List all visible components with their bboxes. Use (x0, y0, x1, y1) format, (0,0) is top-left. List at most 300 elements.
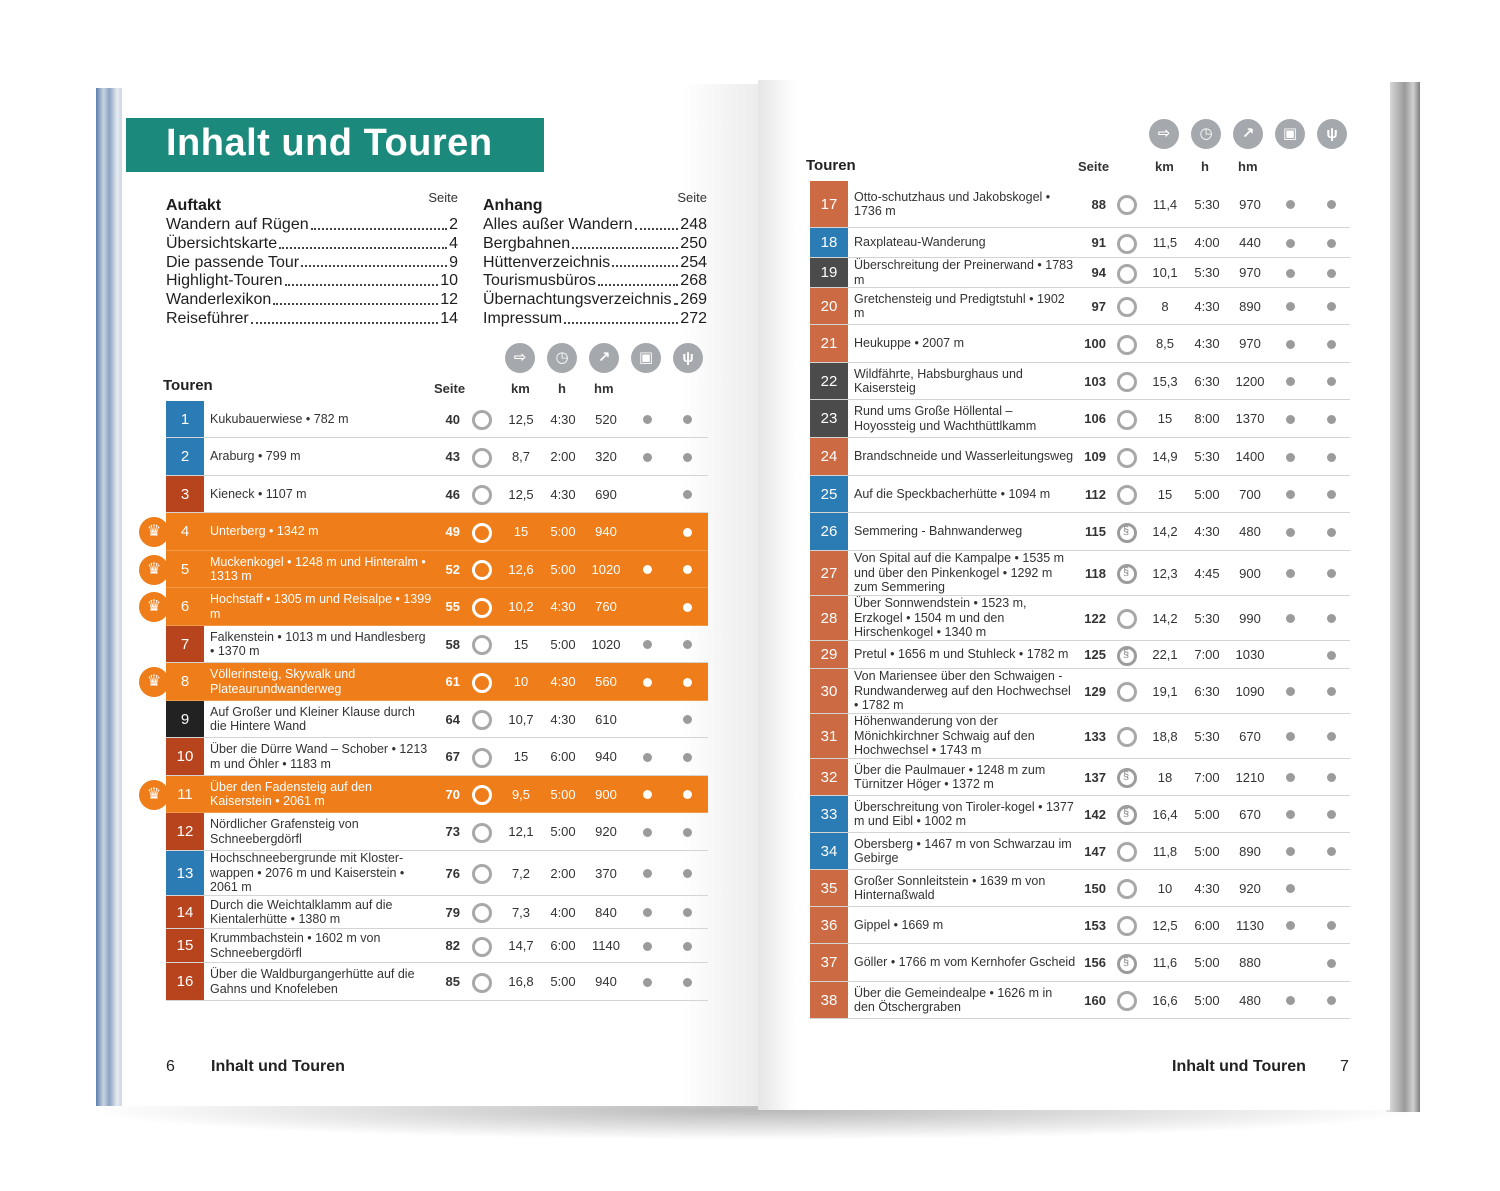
tour-distance: 12,5 (1152, 917, 1178, 933)
bus-dot-icon (643, 640, 652, 649)
auftakt-item[interactable] (166, 235, 458, 254)
anhang-item[interactable] (483, 216, 707, 235)
tour-number: 30 (810, 669, 848, 713)
tour-name: Unterberg • 1342 m (210, 524, 319, 539)
tour-page: 58 (445, 636, 460, 652)
tour-number: 3 (166, 476, 204, 512)
auftakt-item-label: Übersichtskarte (166, 234, 278, 252)
tour-duration: 4:30 (550, 411, 576, 427)
tour-name: Falkenstein • 1013 m und Handlesberg • 1370 m (210, 629, 426, 658)
tour-duration: 4:30 (550, 486, 576, 502)
tour-row[interactable] (166, 813, 708, 851)
regional-icon (1117, 523, 1137, 543)
auftakt-item-page: 9 (449, 253, 458, 271)
bus-dot-icon (1286, 269, 1295, 278)
tour-row[interactable] (810, 833, 1350, 870)
tour-ascent: 940 (595, 524, 617, 539)
anhang-item-page: 248 (680, 216, 707, 233)
anhang-item-page: 269 (680, 291, 707, 309)
circuit-icon (472, 710, 492, 730)
circuit-icon (472, 448, 492, 468)
food-dot-icon (1327, 239, 1336, 248)
anhang-item-label: Alles außer Wandern (483, 216, 633, 233)
bus-dot-icon (1286, 996, 1295, 1005)
regional-icon (1117, 954, 1137, 974)
food-dot-icon (1327, 959, 1336, 968)
tour-name: Über Sonnwendstein • 1523 m, Erzkogel • 1504 m und den Hirschenkogel • 1340 m (854, 596, 1027, 640)
tour-distance: 10 (1157, 880, 1173, 896)
food-dot-icon (683, 678, 692, 687)
bus-dot-icon (1286, 415, 1295, 424)
tour-distance: 7,2 (511, 865, 531, 881)
tour-name: Höhenwanderung von der Mönichkirchner Schwaig auf den Hochwechsel • 1743 m (854, 714, 1035, 758)
food-dot-icon (683, 528, 692, 537)
tour-duration: 6:30 (1194, 683, 1220, 699)
tour-distance: 15 (513, 636, 529, 652)
tour-duration: 5:00 (550, 974, 576, 989)
tour-row[interactable] (810, 288, 1350, 325)
bus-icon: ▣ (1275, 119, 1305, 149)
tour-row[interactable] (166, 701, 708, 738)
tour-name: Otto-schutzhaus und Jakobskogel • 1736 m (854, 189, 1051, 218)
tour-page: 43 (445, 449, 460, 464)
tour-row[interactable] (810, 669, 1350, 714)
bus-icon: ▣ (631, 343, 661, 373)
regional-icon (1117, 768, 1137, 788)
tour-distance: 14,2 (1152, 610, 1178, 626)
auftakt-item[interactable] (166, 310, 458, 329)
tour-row[interactable] (166, 851, 708, 896)
bus-dot-icon (1286, 569, 1295, 578)
tour-row[interactable] (166, 776, 708, 813)
tour-number: 15 (166, 929, 204, 962)
tour-number: 23 (810, 400, 848, 437)
auftakt-heading: Auftakt (166, 197, 222, 214)
tour-number: 11 (166, 776, 204, 812)
tour-ascent: 480 (1239, 992, 1261, 1008)
tour-distance: 10,7 (508, 711, 534, 727)
left-km-label: km (511, 381, 530, 396)
tour-row[interactable] (166, 896, 708, 929)
food-dot-icon (1327, 810, 1336, 819)
tour-distance: 12,1 (508, 824, 534, 839)
footer-left-page-number: 6 (166, 1058, 175, 1075)
anhang-item[interactable] (483, 235, 707, 254)
tour-distance: 16,4 (1152, 806, 1178, 822)
food-dot-icon (683, 908, 692, 917)
tour-distance: 12,5 (508, 486, 534, 502)
tour-ascent: 1130 (1236, 917, 1264, 933)
tour-duration: 6:00 (550, 938, 576, 953)
tour-distance: 19,1 (1152, 683, 1178, 699)
tour-name: Über die Paulmauer • 1248 m zum Türnitzer Höger • 1372 m (854, 762, 1046, 791)
tour-distance: 9,5 (511, 786, 531, 802)
tour-number: 25 (810, 476, 848, 512)
tour-name: Von Spital auf die Kampalpe • 1535 m und über den Pinkenkogel • 1292 m zum Semmering (854, 551, 1065, 595)
tour-row[interactable] (810, 325, 1350, 363)
tour-ascent: 320 (595, 449, 617, 464)
auftakt-section (166, 190, 458, 329)
tour-duration: 7:00 (1194, 647, 1220, 662)
anhang-seite-label: Seite (677, 190, 707, 205)
tour-name: Völlerinsteig, Skywalk und Plateaurundwanderweg (210, 667, 356, 696)
auftakt-item-label: Highlight-Touren (166, 272, 283, 290)
tour-ascent: 990 (1239, 610, 1261, 626)
tour-ascent: 1020 (591, 636, 621, 652)
tour-distance: 11,4 (1152, 196, 1178, 212)
tour-ascent: 670 (1239, 806, 1261, 822)
tour-page: 147 (1084, 843, 1106, 859)
tour-duration: 5:00 (1194, 992, 1220, 1008)
tour-distance: 18 (1157, 769, 1173, 785)
tour-page: 79 (445, 904, 460, 920)
anhang-item-page: 254 (680, 253, 707, 271)
tour-row[interactable] (166, 963, 708, 1001)
bus-dot-icon (643, 678, 652, 687)
food-dot-icon (1327, 569, 1336, 578)
tour-number: 36 (810, 907, 848, 943)
tour-number: 6 (166, 588, 204, 625)
tour-number: 4 (166, 513, 204, 550)
circuit-icon (1117, 682, 1137, 702)
tour-row[interactable] (166, 929, 708, 963)
tour-ascent: 520 (595, 411, 617, 427)
tour-name: Großer Sonnleitstein • 1639 m von Hinternaßwald (854, 873, 1046, 902)
bus-dot-icon (1286, 810, 1295, 819)
tour-page: 118 (1085, 565, 1106, 581)
tour-distance: 15 (1157, 486, 1173, 502)
tour-row[interactable] (810, 641, 1350, 669)
bus-dot-icon (1286, 377, 1295, 386)
highlight-crown-icon: ♛ (139, 517, 169, 547)
tour-ascent: 940 (595, 749, 617, 764)
tour-row[interactable] (166, 588, 708, 626)
tour-distance: 14,7 (508, 938, 534, 953)
tour-duration: 5:00 (1194, 806, 1220, 822)
tour-number: 5 (166, 551, 204, 587)
circuit-icon (472, 560, 492, 580)
tour-duration: 5:00 (550, 524, 576, 539)
left-h-label: h (558, 381, 566, 396)
tour-duration: 5:00 (1194, 955, 1220, 970)
auftakt-item-page: 14 (440, 309, 458, 327)
tour-page: 55 (445, 599, 460, 614)
tour-row[interactable] (166, 626, 708, 663)
tour-duration: 5:30 (1194, 610, 1220, 626)
tour-number: 26 (810, 513, 848, 550)
anhang-item[interactable] (483, 272, 707, 291)
clock-icon: ◷ (1191, 119, 1221, 149)
tour-name: Über die Dürre Wand – Schober • 1213 m und Öhler • 1183 m (210, 742, 428, 771)
anhang-item[interactable] (483, 310, 707, 329)
tour-ascent: 610 (595, 711, 617, 727)
circuit-icon (1117, 842, 1137, 862)
regional-icon (1117, 564, 1137, 584)
bus-dot-icon (643, 415, 652, 424)
tour-ascent: 480 (1239, 524, 1261, 539)
tour-row[interactable] (810, 596, 1350, 641)
circuit-icon (1117, 448, 1137, 468)
tour-row[interactable] (810, 944, 1350, 982)
tour-page: 142 (1084, 806, 1106, 822)
tour-distance: 11,6 (1152, 955, 1178, 970)
tour-duration: 4:30 (1194, 880, 1220, 896)
tour-duration: 4:30 (1194, 336, 1220, 351)
bus-dot-icon (1286, 614, 1295, 623)
anhang-heading: Anhang (483, 197, 543, 214)
tour-distance: 22,1 (1152, 647, 1178, 662)
leader-dots (572, 235, 678, 249)
circuit-icon (472, 823, 492, 843)
circuit-icon (1117, 916, 1137, 936)
restaurant-icon: ψ (1317, 119, 1347, 149)
tour-number: 31 (810, 714, 848, 758)
circuit-icon (1117, 991, 1137, 1011)
tour-row[interactable] (810, 513, 1350, 551)
tour-duration: 5:00 (550, 636, 576, 652)
left-hm-label: hm (594, 381, 614, 396)
food-dot-icon (683, 453, 692, 462)
tour-page: 46 (445, 486, 460, 502)
tour-name: Göller • 1766 m vom Kernhofer Gscheid (854, 955, 1076, 970)
leader-dots (598, 272, 678, 286)
tour-duration: 6:30 (1194, 373, 1220, 389)
tour-row[interactable] (810, 796, 1350, 833)
tour-page: 103 (1084, 373, 1106, 389)
bus-dot-icon (643, 978, 652, 987)
tour-row[interactable] (810, 870, 1350, 907)
tour-distance: 16,6 (1152, 992, 1178, 1008)
tour-name: Raxplateau-Wanderung (854, 235, 986, 250)
tour-number: 1 (166, 401, 204, 437)
highlight-crown-icon: ♛ (139, 592, 169, 622)
anhang-list (483, 216, 707, 329)
tour-number: 32 (810, 759, 848, 795)
anhang-item[interactable] (483, 291, 707, 310)
tour-name: Pretul • 1656 m und Stuhleck • 1782 m (854, 647, 1069, 662)
auftakt-item[interactable] (166, 216, 458, 235)
tour-ascent: 1030 (1235, 647, 1265, 662)
tour-ascent: 940 (595, 974, 617, 989)
tour-number: 8 (166, 663, 204, 700)
tour-name: Von Mariensee über den Schwaigen - Rundwanderweg auf den Hochwechsel • 1782 m (854, 669, 1071, 713)
food-dot-icon (1327, 453, 1336, 462)
circuit-icon (472, 635, 492, 655)
tour-distance: 10 (513, 674, 529, 689)
tour-row[interactable] (810, 759, 1350, 796)
bus-dot-icon (643, 453, 652, 462)
tour-ascent: 840 (595, 904, 617, 920)
food-dot-icon (1327, 377, 1336, 386)
food-dot-icon (1327, 732, 1336, 741)
circuit-icon (472, 785, 492, 805)
anhang-item[interactable] (483, 254, 707, 273)
auftakt-item[interactable] (166, 291, 458, 310)
auftakt-item-page: 12 (440, 291, 458, 309)
tour-row[interactable] (166, 738, 708, 776)
tour-distance: 16,8 (508, 974, 534, 989)
tour-ascent: 1210 (1235, 769, 1265, 785)
tour-page: 73 (445, 824, 460, 839)
tour-row[interactable] (166, 663, 708, 701)
left-seite-label: Seite (434, 381, 466, 396)
food-dot-icon (1327, 651, 1336, 660)
circuit-icon (472, 673, 492, 693)
leader-dots (612, 254, 678, 268)
tour-row[interactable] (810, 907, 1350, 944)
bus-dot-icon (1286, 732, 1295, 741)
tour-page: 91 (1091, 235, 1106, 250)
tour-distance: 8,5 (1155, 336, 1175, 351)
tour-name: Gretchensteig und Predigtstuhl • 1902 m (854, 291, 1065, 320)
tour-number: 18 (810, 228, 848, 257)
regional-icon (1117, 646, 1137, 666)
tour-distance: 7,3 (511, 904, 531, 920)
tour-row[interactable] (810, 400, 1350, 438)
food-dot-icon (683, 942, 692, 951)
bus-dot-icon (1286, 528, 1295, 537)
clock-icon: ◷ (547, 343, 577, 373)
bus-dot-icon (643, 565, 652, 574)
ascent-arrow-icon: ↗ (589, 343, 619, 373)
tour-row[interactable] (810, 438, 1350, 476)
tour-number: 38 (810, 982, 848, 1018)
tour-duration: 2:00 (550, 449, 576, 464)
food-dot-icon (1327, 687, 1336, 696)
tour-duration: 4:45 (1194, 565, 1220, 581)
auftakt-item[interactable] (166, 272, 458, 291)
tour-ascent: 1400 (1235, 449, 1265, 464)
circuit-icon (1117, 264, 1137, 284)
tour-duration: 4:30 (550, 674, 576, 689)
tour-page: 52 (445, 561, 460, 577)
right-hm-label: hm (1238, 159, 1258, 174)
right-touren-label: Touren (806, 157, 856, 174)
tour-name: Araburg • 799 m (210, 449, 301, 464)
tour-name: Über die Gemeindealpe • 1626 m in den Ötschergraben (854, 985, 1053, 1014)
leader-dots (674, 291, 679, 305)
tour-name: Brandschneide und Wasserleitungsweg (854, 449, 1074, 464)
tour-row[interactable] (810, 363, 1350, 400)
tour-page: 49 (445, 524, 460, 539)
leader-dots (279, 235, 447, 249)
tour-ascent: 1020 (591, 561, 621, 577)
tour-name: Kukubauerwiese • 782 m (210, 411, 349, 426)
tour-duration: 5:00 (550, 786, 576, 802)
tour-page: 133 (1084, 728, 1106, 744)
leader-dots (301, 254, 447, 268)
ascent-arrow-icon: ↗ (1233, 119, 1263, 149)
tour-distance: 11,5 (1152, 235, 1178, 250)
tour-ascent: 370 (595, 865, 617, 881)
tour-ascent: 690 (595, 486, 617, 502)
leader-dots (273, 291, 438, 305)
tour-distance: 15 (513, 524, 529, 539)
tour-page: 160 (1084, 992, 1106, 1008)
tour-ascent: 1370 (1235, 411, 1265, 426)
tour-name: Krummbachstein • 1602 m von Schneebergdörfl (210, 931, 381, 960)
tour-duration: 4:30 (1194, 524, 1220, 539)
tour-page: 40 (445, 411, 460, 427)
left-touren-label: Touren (163, 377, 213, 394)
tour-number: 7 (166, 626, 204, 662)
tour-page: 94 (1091, 265, 1106, 280)
restaurant-icon: ψ (673, 343, 703, 373)
tour-duration: 4:00 (550, 904, 576, 920)
food-dot-icon (1327, 614, 1336, 623)
tour-duration: 6:00 (1194, 917, 1220, 933)
tour-row[interactable] (166, 438, 708, 476)
tour-distance: 11,8 (1152, 843, 1178, 859)
tour-page: 109 (1084, 449, 1106, 464)
circuit-icon (472, 523, 492, 543)
tour-name: Hochstaff • 1305 m und Reisalpe • 1399 m (210, 592, 432, 621)
tour-row[interactable] (810, 551, 1350, 596)
book-edge-right (1386, 82, 1420, 1112)
food-dot-icon (1327, 490, 1336, 499)
signpost-icon: ⇨ (1149, 119, 1179, 149)
anhang-item-label: Bergbahnen (483, 234, 571, 252)
tour-ascent: 970 (1239, 196, 1261, 212)
tour-number: 2 (166, 438, 204, 475)
tour-row[interactable] (166, 476, 708, 513)
tour-row[interactable] (166, 513, 708, 551)
anhang-item-label: Übernachtungsverzeichnis (483, 291, 672, 309)
food-dot-icon (683, 978, 692, 987)
tour-number: 19 (810, 258, 848, 287)
circuit-icon (1117, 879, 1137, 899)
tour-ascent: 1090 (1235, 683, 1265, 699)
tour-page: 156 (1084, 955, 1106, 970)
auftakt-item-label: Wanderlexikon (166, 291, 272, 309)
tour-row[interactable] (810, 714, 1350, 759)
circuit-icon (1117, 410, 1137, 430)
footer-right-page-number: 7 (1340, 1058, 1349, 1075)
tour-ascent: 880 (1239, 955, 1261, 970)
tour-ascent: 670 (1239, 728, 1261, 744)
tour-duration: 4:30 (550, 711, 576, 727)
anhang-item-label: Hüttenverzeichnis (483, 253, 611, 271)
tour-duration: 4:00 (1194, 235, 1220, 250)
tour-row[interactable] (166, 401, 708, 438)
tour-row[interactable] (810, 228, 1350, 258)
tour-number: 16 (166, 963, 204, 1000)
food-dot-icon (683, 603, 692, 612)
circuit-icon (1117, 335, 1137, 355)
tour-row[interactable] (166, 551, 708, 588)
tour-row[interactable] (810, 982, 1350, 1019)
auftakt-item[interactable] (166, 254, 458, 273)
tour-row[interactable] (810, 258, 1350, 288)
food-dot-icon (683, 790, 692, 799)
highlight-crown-icon: ♛ (139, 780, 169, 810)
tour-ascent: 1140 (592, 938, 620, 953)
tour-ascent: 890 (1239, 298, 1261, 314)
tour-ascent: 900 (1239, 565, 1261, 581)
tour-name: Semmering - Bahnwanderweg (854, 524, 1023, 539)
tour-page: 88 (1091, 196, 1106, 212)
tour-name: Muckenkogel • 1248 m und Hinteralm • 1313 m (210, 554, 426, 583)
circuit-icon (472, 598, 492, 618)
tour-name: Nördlicher Grafensteig von Schneebergdörfl (210, 817, 359, 846)
tour-page: 112 (1085, 486, 1106, 502)
leader-dots (251, 310, 439, 324)
circuit-icon (472, 864, 492, 884)
auftakt-item-label: Reiseführer (166, 309, 249, 327)
bus-dot-icon (1286, 340, 1295, 349)
tour-row[interactable] (810, 476, 1350, 513)
tour-row[interactable] (810, 181, 1350, 228)
